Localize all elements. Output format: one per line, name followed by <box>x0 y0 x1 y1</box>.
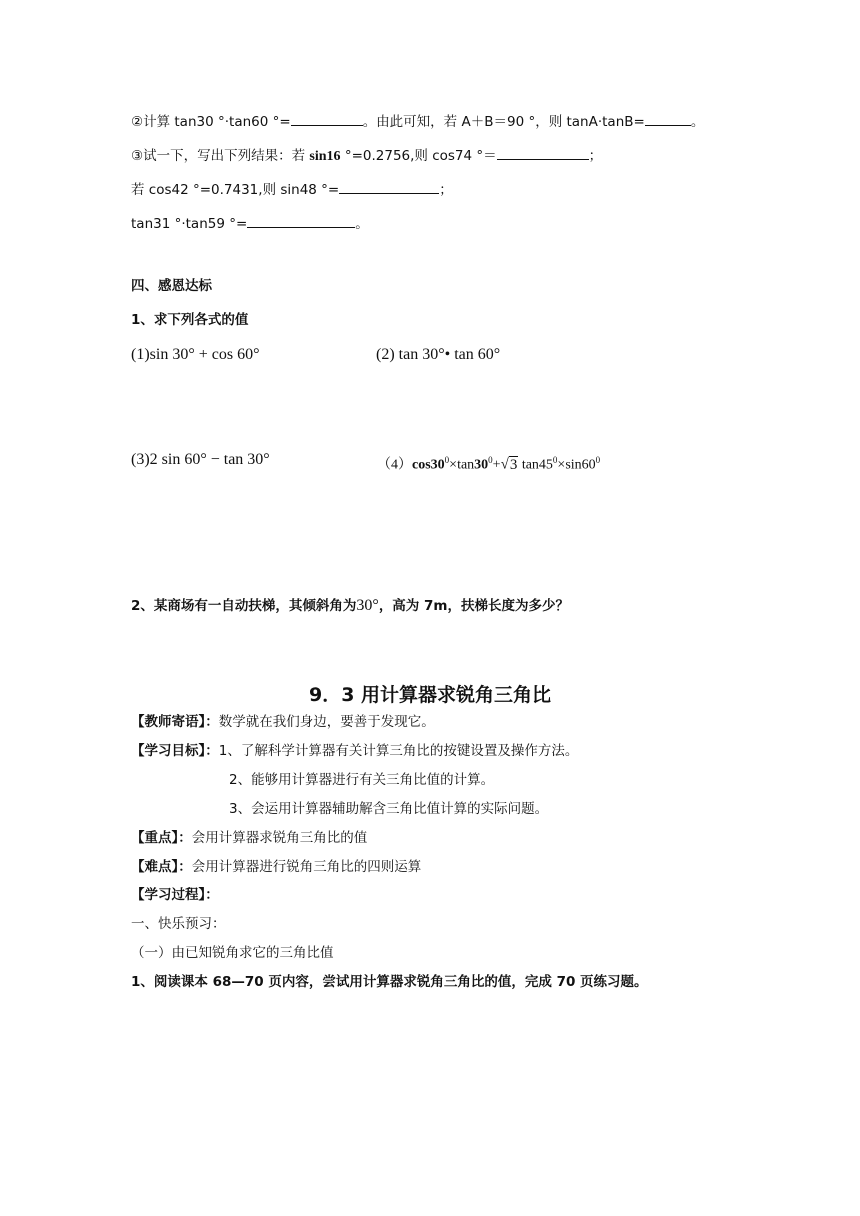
q3-text-2: °=0.2756,则 cos74 °＝ <box>340 148 497 164</box>
q3-sin16: sin16 <box>309 149 341 164</box>
goal-3: 3、会运用计算器辅助解含三角比值计算的实际问题。 <box>229 801 549 817</box>
expr4-mult2: ×sin60 <box>557 457 596 473</box>
learning-process-heading: 【学习过程】： <box>131 887 219 903</box>
question-3-line <box>131 147 602 166</box>
expression-4 <box>377 451 600 475</box>
teacher-words-text: 数学就在我们身边，要善于发现它。 <box>218 714 435 730</box>
exercise-2-angle: 30° <box>356 597 379 614</box>
q3-text-3: ； <box>588 148 603 164</box>
question-3b-line <box>131 181 453 199</box>
goals-label: 【学习目标】： <box>131 743 219 759</box>
goals-line-1 <box>131 742 578 760</box>
question-3c-line <box>131 215 369 233</box>
key-point-line <box>131 829 367 847</box>
question-2-line <box>131 113 704 131</box>
difficult-point-label: 【难点】： <box>131 859 192 875</box>
key-point-label: 【重点】： <box>131 830 192 846</box>
q3b-text-1: 若 cos42 °=0.7431,则 sin48 °= <box>131 182 340 198</box>
expr4-tan45: tan45 <box>518 457 553 473</box>
difficult-point-line <box>131 858 421 876</box>
q3-text-1: ③试一下，写出下列结果：若 <box>131 148 310 164</box>
expression-1: (1)sin 30° + cos 60° <box>131 346 260 363</box>
key-point-text: 会用计算器求锐角三角比的值 <box>191 830 368 846</box>
exercise-1-heading: 1、求下列各式的值 <box>131 312 249 328</box>
teacher-words-label: 【教师寄语】： <box>131 714 219 730</box>
preview-heading: 一、快乐预习： <box>131 916 226 932</box>
expression-2: (2) tan 30°• tan 60° <box>376 346 501 363</box>
goal-1: 1、了解科学计算器有关计算三角比的按键设置及操作方法。 <box>218 743 579 759</box>
sqrt-radicand: 3 <box>509 456 518 473</box>
expr4-tan30num: 30 <box>474 457 489 473</box>
answer-blank[interactable] <box>247 215 355 228</box>
expr4-mult1: ×tan <box>449 457 475 473</box>
lesson-title: 9．3 用计算器求锐角三角比 <box>308 684 552 706</box>
exercise-2 <box>131 597 569 615</box>
q2-text-3: 。 <box>690 114 705 130</box>
answer-blank[interactable] <box>497 147 589 160</box>
subsection-heading: （一）由已知锐角求它的三角比值 <box>131 945 334 961</box>
degree-sup: 0 <box>595 455 601 465</box>
exercise-2-text-2: ，高为 7m，扶梯长度为多少？ <box>378 598 569 614</box>
expr4-label: （4） <box>377 457 412 473</box>
reading-task: 1、阅读课本 68—70 页内容，尝试用计算器求锐角三角比的值，完成 70 页练习题。 <box>131 974 648 990</box>
degree-sup: 0 <box>488 455 493 465</box>
expression-3: (3)2 sin 60° − tan 30° <box>131 451 270 468</box>
teacher-words-line <box>131 713 435 731</box>
answer-blank[interactable] <box>291 113 363 126</box>
goal-2: 2、能够用计算器进行有关三角比值的计算。 <box>229 772 495 788</box>
exercise-2-text-1: 2、某商场有一自动扶梯，其倾斜角为 <box>131 598 357 614</box>
difficult-point-text: 会用计算器进行锐角三角比的四则运算 <box>191 859 422 875</box>
q3b-text-2: ； <box>439 182 453 198</box>
section-heading: 四、感恩达标 <box>131 278 212 294</box>
expr4-plus: + <box>492 457 501 473</box>
degree-sup: 0 <box>444 455 450 465</box>
answer-blank[interactable] <box>645 113 691 126</box>
q2-text-2: 。由此可知，若 A＋B＝90 °，则 tanA·tanB= <box>362 114 645 130</box>
q2-text-1: ②计算 tan30 °·tan60 °= <box>131 114 291 130</box>
q3c-text-1: tan31 °·tan59 °= <box>131 216 248 232</box>
q3c-text-2: 。 <box>355 216 369 232</box>
answer-blank[interactable] <box>339 181 439 194</box>
degree-sup: 0 <box>552 455 558 465</box>
expr4-cos30: cos30 <box>412 457 445 473</box>
sqrt-symbol: √3 <box>500 456 518 473</box>
